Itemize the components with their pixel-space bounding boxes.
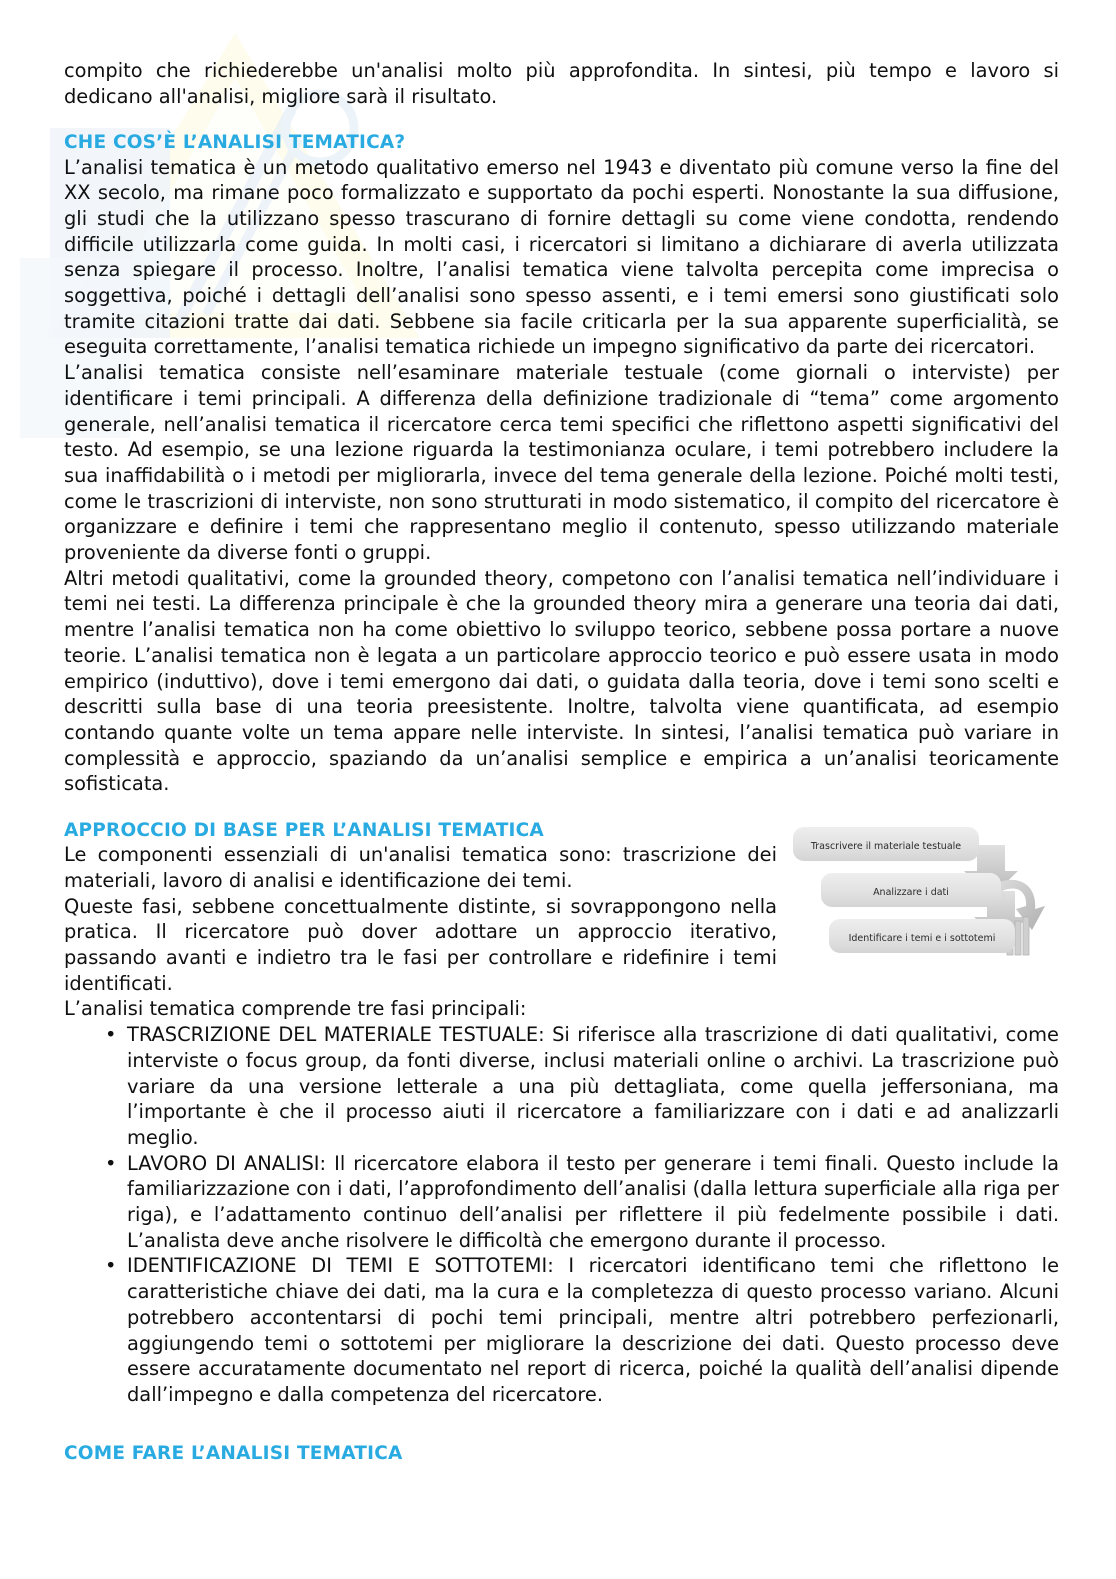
paragraph-approccio-2: Queste fasi, sebbene concettualmente distinte, si sovrappongono nella pratica. Il ricercatore può dover adottare un approccio iterativo, passando avanti e indietro tra le fasi per controllare e ridefinire i temi identificati. bbox=[64, 894, 777, 995]
heading-che-cose-analisi-tematica: CHE COS’È L’ANALISI TEMATICA? bbox=[64, 132, 406, 154]
paragraph-cosa-2: L’analisi tematica consiste nell’esaminare materiale testuale (come giornali o interviste) per identificare i temi principali. A differenza della definizione tradizionale di “tema” come argomento generale, nell’analisi tematica il ricercatore cerca temi specifici che riflettono aspetti significativi del testo. Ad esempio, se una lezione riguarda la testimonianza oculare, i temi potrebbero includere la sua inaffidabilità o i metodi per migliorarla, invece del tema generale della lezione. Poiché molti testi, come le trascrizioni di interviste, non sono strutturati in modo sistematico, il compito del ricercatore è organizzare e definire i temi che rappresentano meglio il contenuto, spesso utilizzando materiale proveniente da diverse fonti o gruppi. bbox=[64, 361, 1059, 565]
diagram-box-label-1: Trascrivere il materiale testuale bbox=[810, 841, 962, 853]
list-item bbox=[64, 1151, 1059, 1254]
spacer bbox=[64, 797, 1059, 819]
bullet-glyph: • bbox=[105, 1254, 117, 1278]
diagram-box-label-2: Analizzare i dati bbox=[873, 887, 949, 899]
paragraph-cosa-1: L’analisi tematica è un metodo qualitativo emerso nel 1943 e diventato più comune verso la fine del XX secolo, ma rimane poco formalizzato e supportato da pochi esperti. Nonostante la sua diffusione, gli studi che la utilizzano spesso trascurano di fornire dettagli su come viene condotta, rendendo difficile utilizzarla come guida. In molti casi, i ricercatori si limitano a dichiarare di averla utilizzata senza spiegare il processo. Inoltre, l’analisi tematica viene talvolta percepita come imprecisa o soggettiva, poiché i dettagli dell’analisi sono spesso assenti, e i temi emersi sono giustificati solo tramite citazioni tratte dai dati. Sebbene sia facile criticarla per la sua apparente superficialità, se eseguita correttamente, l’analisi tematica richiede un impegno significativo da parte dei ricercatori. bbox=[64, 155, 1059, 359]
paragraph-intro-continued: compito che richiederebbe un'analisi molto più approfondita. In sintesi, più tempo e lavoro si dedicano all'analisi, migliore sarà il risultato. bbox=[64, 59, 1059, 108]
page-content bbox=[64, 58, 1059, 1465]
bullet-glyph: • bbox=[105, 1151, 117, 1175]
paragraph-approccio-lead-in: L’analisi tematica comprende tre fasi principali: bbox=[64, 997, 527, 1021]
heading-come-fare-analisi-tematica: COME FARE L’ANALISI TEMATICA bbox=[64, 1442, 403, 1464]
phase-list bbox=[64, 1022, 1059, 1408]
heading-approccio-di-base: APPROCCIO DI BASE PER L’ANALISI TEMATICA bbox=[64, 820, 544, 842]
list-item-text: LAVORO DI ANALISI: Il ricercatore elabora il testo per generare i temi finali. Questo include la familiarizzazione con i dati, l’approfondimento dell’analisi (dalla lettura superficiale alla riga per riga), e l’adattamento continuo dell’analisi per riflettere il più fedelmente possibile i dati. L’analista deve anche risolvere le difficoltà che emergono durante il processo. bbox=[127, 1151, 1059, 1252]
spacer bbox=[64, 1408, 1059, 1442]
spacer bbox=[64, 109, 1059, 131]
list-item-text: TRASCRIZIONE DEL MATERIALE TESTUALE: Si riferisce alla trascrizione di dati qualitativi, come interviste o focus group, da fonti diverse, inclusi materiali online o archivi. La trascrizione può variare da una versione letterale a una più dettagliata, come quella jeffersoniana, ma l’importante è che il processo aiuti il ricercatore a familiarizzare con i dati e ad analizzarli meglio. bbox=[127, 1023, 1059, 1149]
list-item bbox=[64, 1022, 1059, 1151]
list-item-text: IDENTIFICAZIONE DI TEMI E SOTTOTEMI: I ricercatori identificano temi che riflettono le caratteristiche chiave dei dati, ma la cura e la completezza di questo processo variano. Alcuni potrebbero accontentarsi di pochi temi principali, mentre altri potrebbero perfezionarli, aggiungendo temi o sottotemi per migliorare la descrizione dei dati. Questo processo deve essere accuratamente documentato nel report di ricerca, poiché la qualità dell’analisi dipende dall’impegno e dalla competenza del ricercatore. bbox=[127, 1254, 1059, 1406]
paragraph-approccio-1: Le componenti essenziali di un'analisi tematica sono: trascrizione dei materiali, lavoro di analisi e identificazione dei temi. bbox=[64, 843, 777, 892]
process-diagram-figure bbox=[791, 821, 1059, 967]
list-item bbox=[64, 1253, 1059, 1407]
thematic-analysis-process-diagram bbox=[791, 821, 1053, 967]
bullet-glyph: • bbox=[105, 1023, 117, 1047]
diagram-box-label-3: Identificare i temi e i sottotemi bbox=[848, 933, 996, 945]
paragraph-cosa-3: Altri metodi qualitativi, come la grounded theory, competono con l’analisi tematica nell’individuare i temi nei testi. La differenza principale è che la grounded theory mira a generare una teoria dai dati, mentre l’analisi tematica non ha come obiettivo lo sviluppo teorico, sebbene possa portare a nuove teorie. L’analisi tematica non è legata a un particolare approccio teorico e può essere usata in modo empirico (induttivo), dove i temi emergono dai dati, o guidata dalla teoria, dove i temi sono scelti e descritti sulla base di una teoria preesistente. Inoltre, talvolta viene quantificata, ad esempio contando quante volte un tema appare nelle interviste. In sintesi, l’analisi tematica può variare in complessità e approccio, spaziando da un’analisi semplice e empirica a un’analisi teoricamente sofisticata. bbox=[64, 566, 1059, 796]
